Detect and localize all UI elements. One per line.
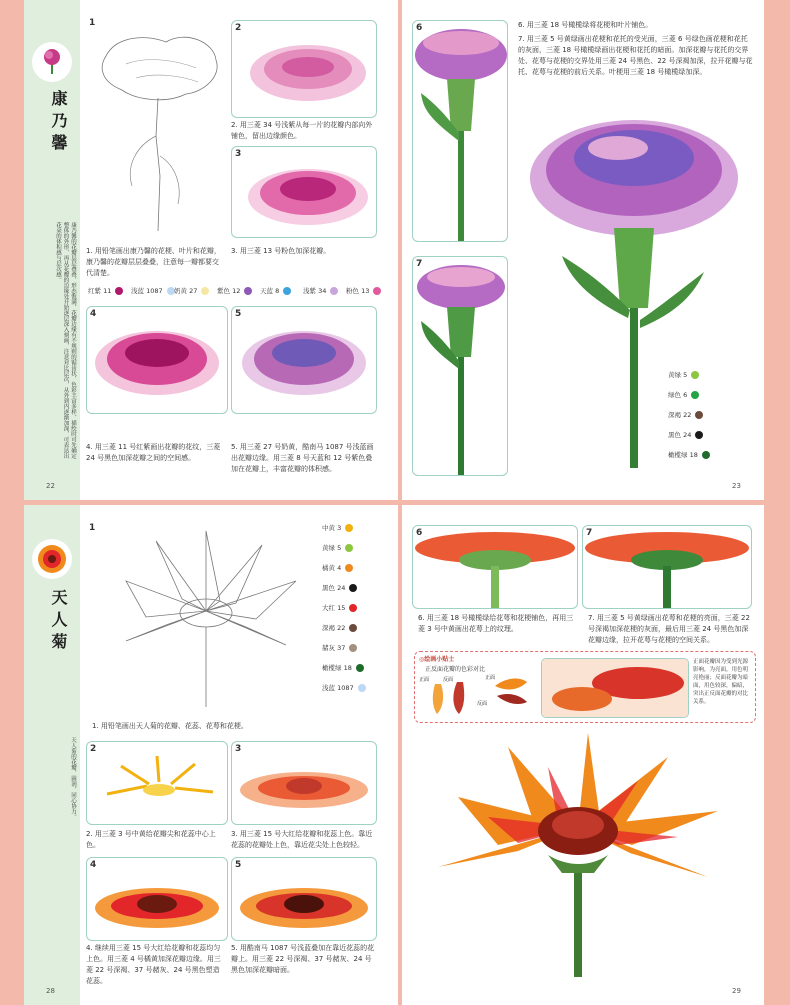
swatch-label: 橘黄 4 [322, 564, 342, 572]
step-number: 3 [235, 149, 242, 159]
carnation-step4-image [87, 307, 227, 413]
color-swatch-item [260, 286, 291, 295]
swatch-dot [702, 451, 710, 459]
tip-photo [541, 658, 689, 718]
caption-step1: 1. 用铅笔画出康乃馨的花梗、叶片和花瓣，康乃馨的花瓣层层叠叠，注意每一瓣都要交代清楚。 [86, 247, 221, 277]
gaillardia-step5-image [232, 858, 376, 940]
swatch-label: 粉色 13 [346, 287, 370, 295]
swatch-label: 中黄 3 [322, 524, 342, 532]
swatch-dot [358, 684, 366, 692]
swatch-dot [345, 524, 353, 532]
carnation-spread [0, 0, 790, 500]
swatch-label: 浅蓝 1087 [322, 684, 354, 692]
color-swatch-item [668, 450, 710, 459]
color-swatch-item [174, 286, 209, 295]
painting-tip-box [414, 651, 756, 723]
color-swatch-item [322, 523, 353, 532]
step-number: 5 [235, 860, 242, 870]
caption-step4: 4. 继续用三菱 15 号大红给花瓣和花蕊均匀上色。用三菱 4 号橘黄加深花瓣边缘。用三菱 22 号深褐、37 号赭灰、24 号黑色塑造花蕊。 [86, 944, 221, 985]
tip-title: ◎绘画小贴士 [419, 656, 455, 663]
gaillardia-step1 [86, 521, 326, 730]
gaillardia-step4-image [87, 858, 227, 940]
step-number: 6 [416, 528, 423, 538]
gaillardia-step3-frame [231, 741, 377, 825]
step-number: 7 [416, 259, 423, 269]
swatch-label: 黑色 24 [322, 584, 346, 592]
carnation-step6-image [413, 21, 507, 241]
color-swatch-item [303, 286, 338, 295]
swatch-label: 橄榄绿 18 [668, 451, 698, 459]
gaillardia-step4-frame [86, 857, 228, 941]
carnation-sketch [86, 16, 226, 238]
step-number: 3 [235, 744, 242, 754]
tip-subtitle: 正反面花瓣的色彩对比 [425, 666, 486, 673]
page-number-right: 23 [732, 482, 741, 490]
caption-step4: 4. 用三菱 11 号红紫画出花瓣的花纹，三菱 24 号黑色加深花瓣之间的空间感。 [86, 443, 221, 462]
step-number: 5 [235, 309, 242, 319]
step-number: 1 [89, 523, 96, 533]
swatch-label: 深褐 22 [668, 411, 692, 419]
gaillardia-step6-frame [412, 525, 578, 609]
swatch-dot [283, 287, 291, 295]
swatch-dot [330, 287, 338, 295]
tip-back-label: 反面 [443, 677, 454, 683]
swatch-label: 红紫 11 [88, 287, 112, 295]
caption-step7: 7. 用三菱 5 号黄绿画出花梗和花托的受光面，三菱 6 号绿色画花梗和花托的灰面，三菱 18 号橄榄绿画出花梗和花托的暗面。加深花瓣与花托的交界处、花萼与花梗的交界处用三菱 24 号黑色、22 号深褐加深，拉开花瓣与花托、花萼与花梗的前后关系。叶梗用三菱 18 号橄榄绿加深。 [518, 35, 753, 76]
swatch-label: 赭灰 37 [322, 644, 346, 652]
color-swatch-item [322, 543, 353, 552]
color-swatch-item [322, 623, 357, 632]
page-number-left: 22 [46, 482, 55, 490]
swatch-label: 奶黄 27 [174, 287, 198, 295]
swatch-dot [691, 371, 699, 379]
swatch-dot [695, 431, 703, 439]
step-number: 6 [416, 23, 423, 33]
color-swatch-item [322, 643, 357, 652]
gaillardia-step5-frame [231, 857, 377, 941]
color-swatch-item [668, 390, 699, 399]
swatch-label: 绿色 6 [668, 391, 688, 399]
color-swatch-item [346, 286, 381, 295]
swatch-label: 大红 15 [322, 604, 346, 612]
color-swatch-item [668, 430, 703, 439]
swatch-dot [349, 584, 357, 592]
step-number: 1 [89, 18, 96, 28]
page-number-right: 29 [732, 987, 741, 995]
carnation-side-text: 康乃馨的花瓣层层叠叠，形态饱满，花瓣边缘有不规则的锯齿状，色彩丰富多样，描绘时可先确定整体的外形，再从花瓣的边缘处开始逐层深入刻画，注意对比层次，从外到内逐渐加深，可表达出花朵的体积感与层次感。 [55, 222, 76, 459]
color-swatch-item [668, 410, 703, 419]
carnation-title: 康乃馨 [49, 90, 68, 156]
caption-step1: 1. 用铅笔画出天人菊的花瓣、花蕊、花萼和花梗。 [92, 722, 248, 730]
swatch-dot [349, 644, 357, 652]
swatch-label: 浅蓝 1087 [131, 287, 163, 295]
caption-step2: 2. 用三菱 3 号中黄给花瓣尖和花蕊中心上色。 [86, 830, 216, 849]
carnation-step2-frame [231, 20, 377, 118]
gaillardia-sketch [86, 521, 326, 711]
gaillardia-step7-frame [582, 525, 752, 609]
carnation-step3-frame [231, 146, 377, 238]
gaillardia-step7-image [583, 526, 751, 608]
step-number: 4 [90, 309, 97, 319]
swatch-label: 深褐 22 [322, 624, 346, 632]
carnation-step5-frame [231, 306, 377, 414]
color-swatch-item [322, 683, 366, 692]
color-swatch-item [88, 286, 123, 295]
color-swatch-item [668, 370, 699, 379]
carnation-step7-frame [412, 256, 508, 476]
gaillardia-title: 天人菊 [49, 589, 68, 655]
swatch-label: 天蓝 8 [260, 287, 280, 295]
caption-step3: 3. 用三菱 13 号粉色加深花瓣。 [231, 247, 331, 255]
tip-petal-diagram [415, 652, 535, 722]
gaillardia-side-text: 天人菊的花瓣，圆润，同心协力。 [70, 737, 76, 820]
carnation-step4-frame [86, 306, 228, 414]
carnation-step7-image [413, 257, 507, 475]
gaillardia-left-page [24, 505, 398, 1005]
carnation-green-legend [668, 370, 758, 470]
gaillardia-step2-image [87, 742, 227, 824]
swatch-dot [695, 411, 703, 419]
color-swatch-item [322, 603, 357, 612]
tip-front-label-2: 正面 [485, 675, 496, 681]
carnation-right-page [402, 0, 764, 500]
carnation-step6-frame [412, 20, 508, 242]
step-number: 7 [586, 528, 593, 538]
caption-step7: 7. 用三菱 5 号黄绿画出花萼和花梗的亮面，三菱 22 号深褐加深花梗的灰面，最后用三菱 24 号黑色加深花瓣边缘，拉开花萼与花梗的空间关系。 [588, 614, 750, 644]
carnation-step2-image [232, 21, 376, 117]
page-number-left: 28 [46, 987, 55, 995]
swatch-label: 黄绿 5 [668, 371, 688, 379]
carnation-badge-icon [32, 42, 72, 82]
swatch-label: 黄绿 5 [322, 544, 342, 552]
carnation-sidebar [24, 0, 80, 500]
swatch-label: 紫色 12 [217, 287, 241, 295]
gaillardia-badge-icon [32, 539, 72, 579]
color-swatch-item [322, 663, 364, 672]
gaillardia-sidebar [24, 505, 80, 1005]
swatch-dot [115, 287, 123, 295]
swatch-dot [373, 287, 381, 295]
carnation-step3-image [232, 147, 376, 237]
step-number: 4 [90, 860, 97, 870]
color-swatch-item [131, 286, 175, 295]
caption-step6: 6. 用三菱 18 号橄榄绿将花梗和叶片铺色。 [518, 21, 653, 29]
carnation-left-page [24, 0, 398, 500]
caption-step5: 5. 用三菱 27 号奶黄，酷南马 1087 号浅蓝画出花瓣边缘。用三菱 8 号天蓝和 12 号紫色叠加在花瓣上，丰富花瓣的体积感。 [231, 443, 374, 473]
swatch-dot [349, 624, 357, 632]
gaillardia-step2-frame [86, 741, 228, 825]
tip-text: 正面花瓣因为受到光源影响，为亮面，用色明亮艳丽；反面花瓣为暗面，用色较深，偏暗，突出正反面花瓣的对比关系。 [693, 659, 749, 705]
color-swatch-item [322, 563, 353, 572]
swatch-dot [201, 287, 209, 295]
caption-step5: 5. 用酷南马 1087 号浅蓝叠加在靠近花蕊的花瓣上。用三菱 22 号深褐、37 号赭灰、24 号黑色加深花瓣暗面。 [231, 944, 375, 974]
gaillardia-palette [322, 523, 394, 703]
color-swatch-item [217, 286, 252, 295]
swatch-dot [349, 604, 357, 612]
swatch-dot [356, 664, 364, 672]
caption-step6: 6. 用三菱 18 号橄榄绿给花萼和花梗铺色，再用三菱 3 号中黄画出花萼上的纹理。 [418, 614, 574, 633]
caption-step2: 2. 用三菱 34 号浅紫从每一片的花瓣内部向外铺色，留出边缘颜色。 [231, 121, 373, 140]
color-swatch-item [322, 583, 357, 592]
gaillardia-step6-image [413, 526, 577, 608]
step-number: 2 [235, 23, 242, 33]
gaillardia-right-page [402, 505, 764, 1005]
carnation-palette [88, 286, 388, 300]
swatch-label: 橄榄绿 18 [322, 664, 352, 672]
tip-back-label-2: 反面 [477, 701, 488, 707]
gaillardia-spread [0, 505, 790, 1005]
caption-step3: 3. 用三菱 15 号大红给花瓣和花蕊上色。靠近花蕊的花瓣处上色，靠近花尖处上色较轻。 [231, 830, 373, 849]
step-number: 2 [90, 744, 97, 754]
carnation-step1 [86, 16, 226, 277]
swatch-dot [345, 564, 353, 572]
gaillardia-final-image [418, 727, 738, 977]
tip-front-label: 正面 [419, 677, 430, 683]
gaillardia-step3-image [232, 742, 376, 824]
swatch-label: 浅紫 34 [303, 287, 327, 295]
swatch-dot [244, 287, 252, 295]
swatch-dot [691, 391, 699, 399]
swatch-label: 黑色 24 [668, 431, 692, 439]
carnation-step5-image [232, 307, 376, 413]
swatch-dot [345, 544, 353, 552]
